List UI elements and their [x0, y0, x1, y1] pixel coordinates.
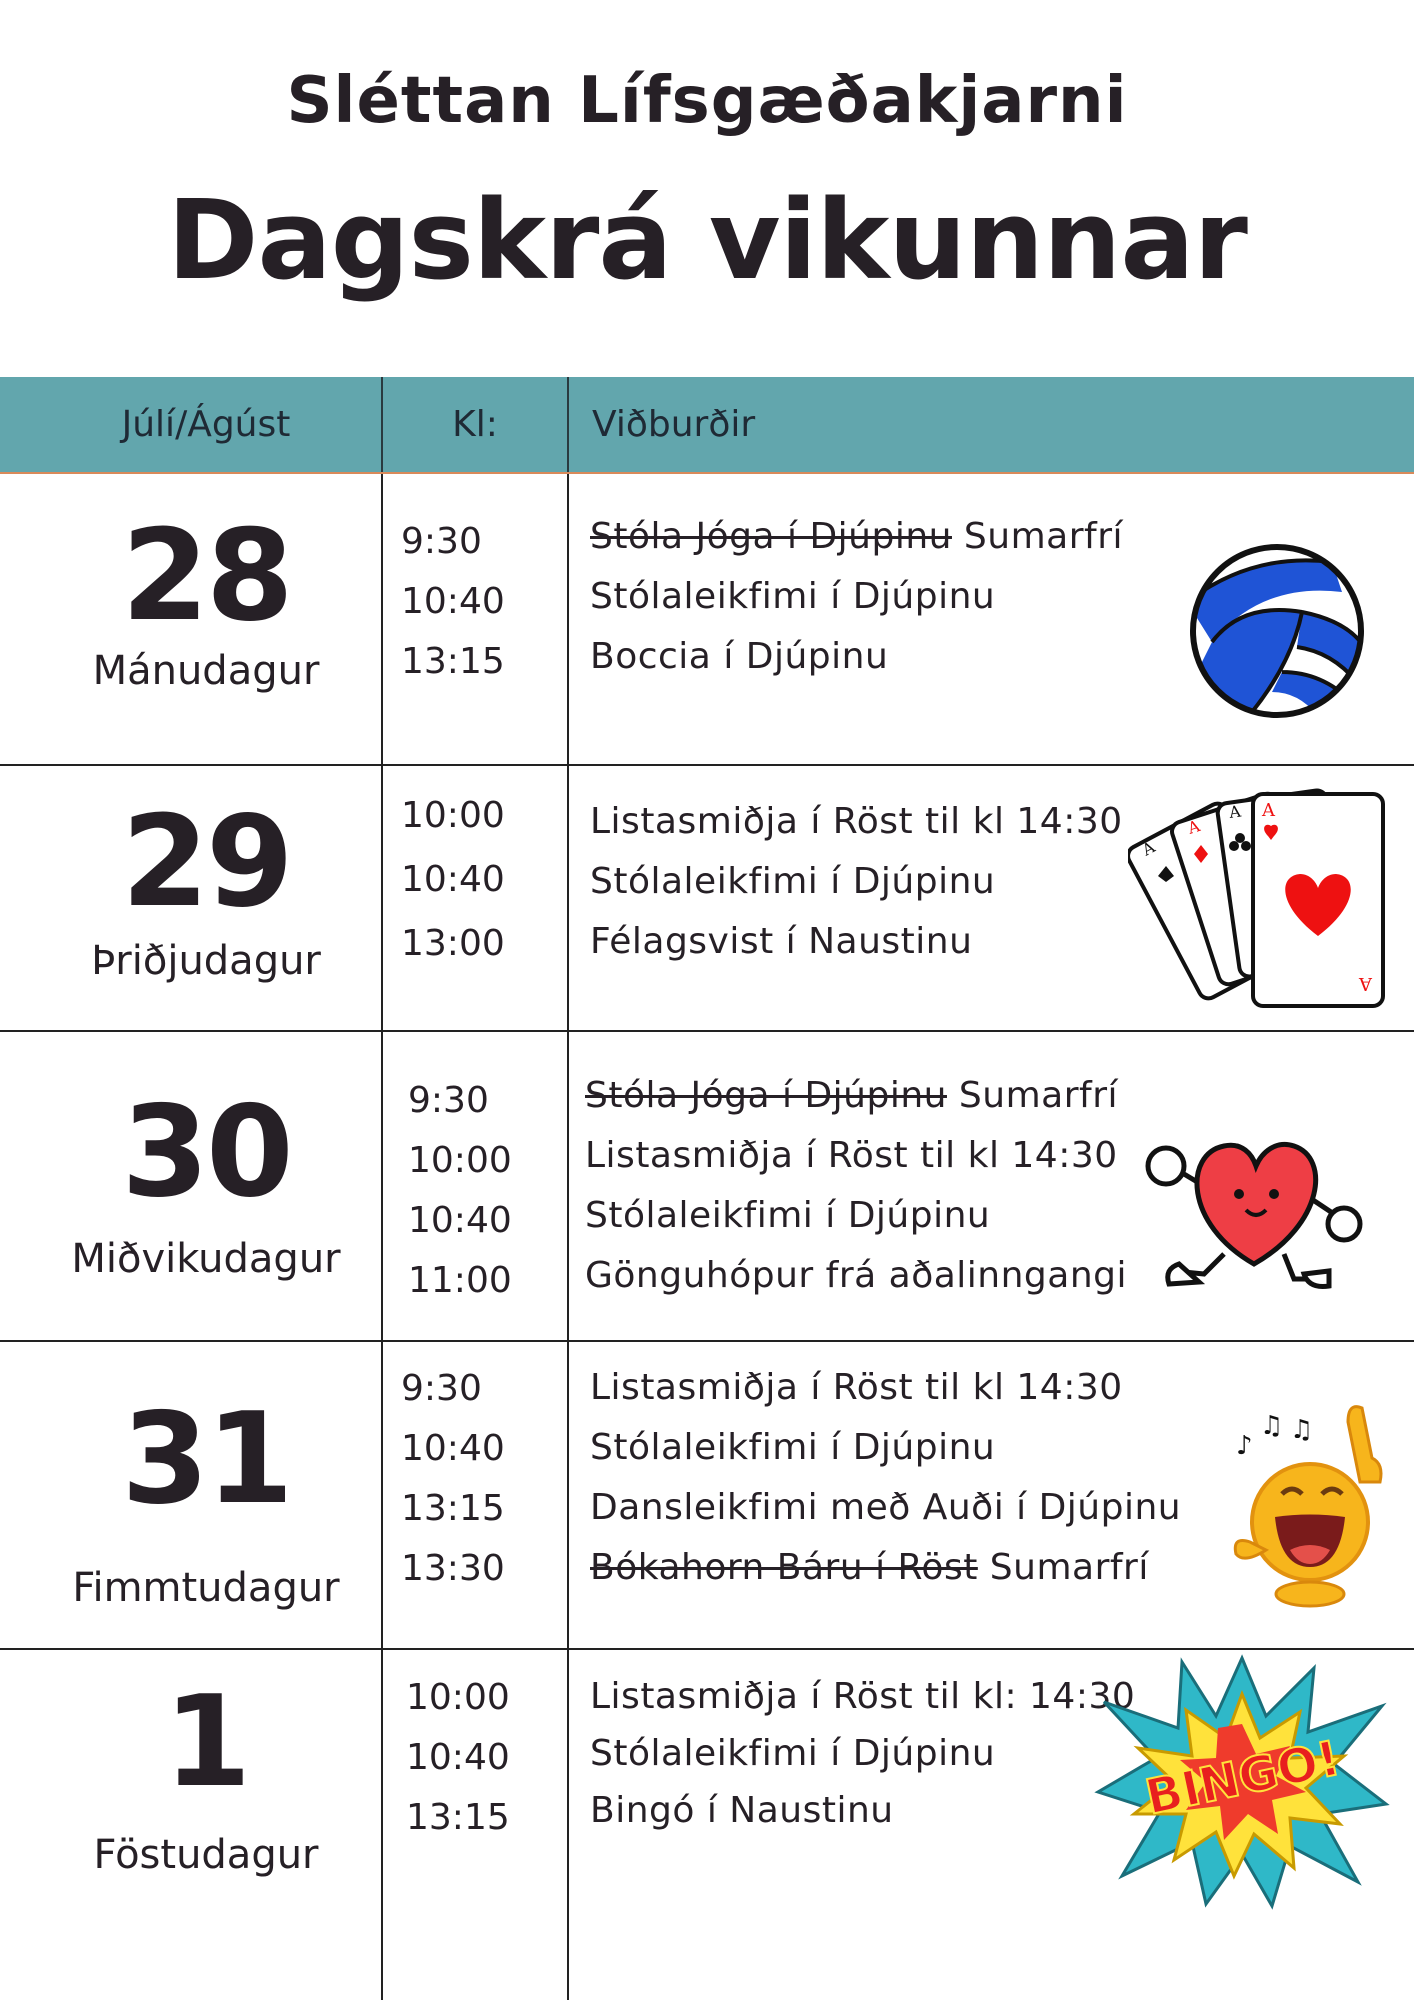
event-item: Stólaleikfimi í Djúpinu [590, 1733, 996, 1774]
svg-text:♪: ♪ [1236, 1431, 1253, 1461]
bingo-label: BINGO! [1140, 1730, 1345, 1826]
bingo-burst-icon [1094, 1654, 1390, 1910]
time-slot: 13:15 [401, 1488, 505, 1529]
day-number: 31 [121, 1385, 291, 1532]
event-item: Stólaleikfimi í Djúpinu [590, 576, 996, 617]
time-slot: 10:40 [401, 859, 505, 900]
svg-text:A: A [1227, 801, 1243, 822]
laughing-emoji-icon [1230, 1382, 1390, 1612]
time-slot: 10:00 [406, 1677, 510, 1718]
event-item: Félagsvist í Naustinu [590, 921, 973, 962]
column-divider [381, 377, 383, 472]
day-name: Þriðjudagur [91, 938, 321, 984]
event-item: Stólaleikfimi í Djúpinu [590, 1427, 996, 1468]
event-item: Gönguhópur frá aðalinngangi [585, 1255, 1128, 1296]
table-header [0, 377, 1414, 474]
cancelled-event: Bókahorn Báru í Röst [590, 1547, 978, 1588]
event-note: Sumarfrí [989, 1547, 1149, 1588]
event-item: Listasmiðja í Röst til kl: 14:30 [590, 1676, 1136, 1717]
day-number: 1 [163, 1668, 249, 1815]
svg-text:A: A [1262, 800, 1275, 821]
column-divider [567, 474, 569, 2000]
day-number: 28 [121, 502, 291, 649]
row-divider [0, 1030, 1414, 1032]
playing-cards-icon [1128, 776, 1390, 1024]
event-note: Sumarfrí [963, 516, 1123, 557]
event-item: Listasmiðja í Röst til kl 14:30 [585, 1135, 1118, 1176]
svg-text:A: A [1138, 837, 1159, 860]
event-item [590, 507, 1123, 567]
time-slot: 10:40 [406, 1737, 510, 1778]
time-slot: 9:30 [408, 1080, 489, 1121]
time-list [408, 1071, 512, 1311]
event-item: Dansleikfimi með Auði í Djúpinu [590, 1487, 1182, 1528]
cancelled-event: Stóla Jóga í Djúpinu [590, 516, 952, 557]
event-item [585, 1066, 1127, 1126]
event-item [590, 1538, 1181, 1598]
time-slot: 9:30 [401, 521, 482, 562]
time-list [406, 1668, 510, 1848]
time-slot: 13:15 [401, 641, 505, 682]
event-list [585, 1066, 1127, 1306]
day-name: Mánudagur [92, 648, 320, 694]
time-slot: 13:00 [401, 923, 505, 964]
event-item: Boccia í Djúpinu [590, 636, 889, 677]
time-list [401, 512, 505, 692]
day-name: Föstudagur [93, 1832, 319, 1878]
time-slot: 10:40 [401, 1428, 505, 1469]
event-item: Listasmiðja í Röst til kl 14:30 [590, 1367, 1123, 1408]
event-item: Stólaleikfimi í Djúpinu [585, 1195, 991, 1236]
event-list [590, 1358, 1181, 1598]
cancelled-event: Stóla Jóga í Djúpinu [585, 1075, 947, 1116]
event-list [590, 792, 1123, 972]
column-header-events: Viðburðir [592, 404, 756, 445]
row-divider [0, 1648, 1414, 1650]
time-slot: 10:00 [408, 1140, 512, 1181]
time-slot: 11:00 [408, 1260, 512, 1301]
time-slot: 13:15 [406, 1797, 510, 1838]
time-list [401, 1359, 505, 1599]
time-slot: 13:30 [401, 1548, 505, 1589]
svg-text:♫: ♫ [1290, 1415, 1314, 1445]
day-name: Fimmtudagur [72, 1565, 340, 1611]
day-number: 29 [121, 788, 291, 935]
svg-text:A: A [1359, 973, 1372, 994]
column-header-date: Júlí/Ágúst [121, 404, 291, 445]
event-note: Sumarfrí [958, 1075, 1118, 1116]
svg-text:A: A [1185, 816, 1203, 838]
row-divider [0, 1340, 1414, 1342]
walking-heart-icon [1144, 1114, 1374, 1294]
event-item: Listasmiðja í Röst til kl 14:30 [590, 801, 1123, 842]
time-slot: 9:30 [401, 1368, 482, 1409]
time-list [401, 784, 505, 976]
event-list [590, 507, 1123, 687]
time-slot: 10:40 [401, 581, 505, 622]
time-slot: 10:40 [408, 1200, 512, 1241]
column-header-time: Kl: [452, 404, 498, 445]
column-divider [567, 377, 569, 472]
event-item: Bingó í Naustinu [590, 1790, 894, 1831]
row-divider [0, 764, 1414, 766]
day-name: Miðvikudagur [71, 1236, 341, 1282]
event-list [590, 1668, 1135, 1839]
svg-text:♫: ♫ [1260, 1411, 1284, 1441]
org-name: Sléttan Lífsgæðakjarni [286, 64, 1128, 138]
volleyball-icon [1182, 542, 1372, 720]
time-slot: 10:00 [401, 795, 505, 836]
day-number: 30 [121, 1078, 291, 1225]
page-title: Dagskrá vikunnar [167, 176, 1247, 304]
event-item: Stólaleikfimi í Djúpinu [590, 861, 996, 902]
